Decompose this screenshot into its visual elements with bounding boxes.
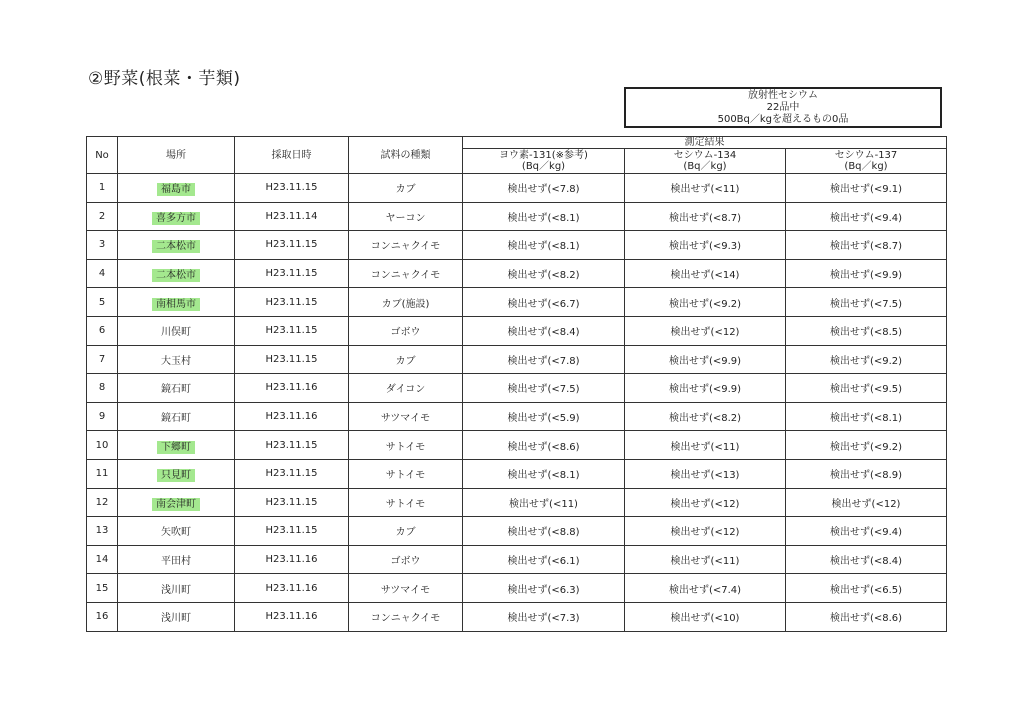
table-row xyxy=(87,345,947,374)
header-cs137 xyxy=(786,149,947,174)
place-highlight: 大玉村 xyxy=(161,355,191,367)
cell-i131: 検出せず(<11) xyxy=(463,488,625,517)
cell-cs137: 検出せず(<9.1) xyxy=(786,174,947,203)
table-row xyxy=(87,431,947,460)
cell-i131: 検出せず(<7.8) xyxy=(463,174,625,203)
results-body xyxy=(87,174,947,632)
place-highlight: 矢吹町 xyxy=(161,527,191,539)
cell-i131: 検出せず(<8.4) xyxy=(463,316,625,345)
cell-cs137: 検出せず(<9.2) xyxy=(786,431,947,460)
cell-date: H23.11.15 xyxy=(235,316,349,345)
cell-cs137: 検出せず(<9.2) xyxy=(786,345,947,374)
cell-cs137: 検出せず(<8.4) xyxy=(786,545,947,574)
cell-cs137: 検出せず(<9.4) xyxy=(786,517,947,546)
cell-cs137: 検出せず(<8.7) xyxy=(786,231,947,260)
header-cs134 xyxy=(625,149,786,174)
cell-i131: 検出せず(<6.1) xyxy=(463,545,625,574)
cell-place xyxy=(118,488,235,517)
cell-no: 16 xyxy=(87,602,118,631)
table-row xyxy=(87,402,947,431)
cell-date: H23.11.15 xyxy=(235,259,349,288)
cell-no: 10 xyxy=(87,431,118,460)
header-cs134-unit: (Bq／kg) xyxy=(683,161,727,172)
cell-i131: 検出せず(<8.8) xyxy=(463,517,625,546)
header-cs137-unit: (Bq／kg) xyxy=(844,161,888,172)
cell-no: 12 xyxy=(87,488,118,517)
cell-sample: ヤーコン xyxy=(349,202,463,231)
place-highlight: 鏡石町 xyxy=(161,413,191,425)
cell-cs134: 検出せず(<8.2) xyxy=(625,402,786,431)
cell-sample: コンニャクイモ xyxy=(349,259,463,288)
cell-no: 13 xyxy=(87,517,118,546)
header-iodine-unit: (Bq／kg) xyxy=(521,161,566,172)
cell-cs134: 検出せず(<9.9) xyxy=(625,345,786,374)
cell-place xyxy=(118,345,235,374)
cell-place xyxy=(118,517,235,546)
table-row xyxy=(87,374,947,403)
cell-cs134: 検出せず(<10) xyxy=(625,602,786,631)
cell-cs137: 検出せず(<9.4) xyxy=(786,202,947,231)
cell-place xyxy=(118,602,235,631)
cell-sample: コンニャクイモ xyxy=(349,602,463,631)
header-iodine-label: ヨウ素-131(※参考) xyxy=(499,150,588,161)
cell-sample: サトイモ xyxy=(349,459,463,488)
cell-place xyxy=(118,374,235,403)
table-row xyxy=(87,545,947,574)
cell-date: H23.11.15 xyxy=(235,231,349,260)
cell-date: H23.11.16 xyxy=(235,545,349,574)
cell-i131: 検出せず(<8.2) xyxy=(463,259,625,288)
place-highlight: 二本松市 xyxy=(152,269,200,282)
cell-place xyxy=(118,574,235,603)
cell-place xyxy=(118,545,235,574)
cell-date: H23.11.16 xyxy=(235,602,349,631)
cell-date: H23.11.16 xyxy=(235,574,349,603)
cell-cs137: 検出せず(<6.5) xyxy=(786,574,947,603)
cell-i131: 検出せず(<7.5) xyxy=(463,374,625,403)
cell-i131: 検出せず(<5.9) xyxy=(463,402,625,431)
cell-sample: サトイモ xyxy=(349,488,463,517)
cell-place xyxy=(118,316,235,345)
cell-no: 9 xyxy=(87,402,118,431)
cell-i131: 検出せず(<7.8) xyxy=(463,345,625,374)
cell-cs137: 検出せず(<8.1) xyxy=(786,402,947,431)
place-highlight: 只見町 xyxy=(157,469,195,482)
cell-cs134: 検出せず(<9.2) xyxy=(625,288,786,317)
cell-date: H23.11.16 xyxy=(235,374,349,403)
cell-cs137: 検出せず(<8.9) xyxy=(786,459,947,488)
table-row xyxy=(87,602,947,631)
cell-sample: サツマイモ xyxy=(349,574,463,603)
cell-cs137: 検出せず(<9.9) xyxy=(786,259,947,288)
place-highlight: 川俣町 xyxy=(161,327,191,339)
place-highlight: 下郷町 xyxy=(157,441,195,454)
cell-sample: カブ xyxy=(349,174,463,203)
cell-cs134: 検出せず(<11) xyxy=(625,431,786,460)
place-highlight: 南会津町 xyxy=(152,498,200,511)
cell-no: 8 xyxy=(87,374,118,403)
cell-cs134: 検出せず(<12) xyxy=(625,488,786,517)
table-row xyxy=(87,259,947,288)
table-row xyxy=(87,288,947,317)
summary-line-3: 500Bq／kgを超えるもの0品 xyxy=(717,114,849,125)
cell-date: H23.11.15 xyxy=(235,345,349,374)
cell-cs134: 検出せず(<14) xyxy=(625,259,786,288)
cell-cs134: 検出せず(<11) xyxy=(625,174,786,203)
table-row xyxy=(87,517,947,546)
cell-cs134: 検出せず(<9.3) xyxy=(625,231,786,260)
page-title: ②野菜(根菜・芋類) xyxy=(88,69,241,89)
cell-no: 6 xyxy=(87,316,118,345)
cell-no: 2 xyxy=(87,202,118,231)
cell-i131: 検出せず(<8.1) xyxy=(463,202,625,231)
cell-no: 5 xyxy=(87,288,118,317)
cell-cs134: 検出せず(<13) xyxy=(625,459,786,488)
place-highlight: 平田村 xyxy=(161,556,191,568)
place-highlight: 喜多方市 xyxy=(152,212,200,225)
cell-sample: カブ xyxy=(349,345,463,374)
cell-place xyxy=(118,259,235,288)
cell-date: H23.11.15 xyxy=(235,288,349,317)
cell-no: 14 xyxy=(87,545,118,574)
header-place: 場所 xyxy=(118,137,235,174)
table-row xyxy=(87,174,947,203)
cell-cs137: 検出せず(<8.6) xyxy=(786,602,947,631)
cell-cs137: 検出せず(<7.5) xyxy=(786,288,947,317)
results-table xyxy=(86,136,947,632)
place-highlight: 二本松市 xyxy=(152,240,200,253)
cell-sample: サトイモ xyxy=(349,431,463,460)
cell-cs137: 検出せず(<9.5) xyxy=(786,374,947,403)
place-highlight: 鏡石町 xyxy=(161,384,191,396)
cell-sample: ゴボウ xyxy=(349,545,463,574)
summary-line-2: 22品中 xyxy=(766,102,800,113)
header-cs134-label: セシウム-134 xyxy=(673,150,737,161)
cell-sample: ダイコン xyxy=(349,374,463,403)
place-highlight: 福島市 xyxy=(157,183,195,196)
cell-cs134: 検出せず(<7.4) xyxy=(625,574,786,603)
header-result-group: 測定結果 xyxy=(463,137,947,149)
cell-date: H23.11.15 xyxy=(235,488,349,517)
place-highlight: 南相馬市 xyxy=(152,298,200,311)
cell-cs137: 検出せず(<8.5) xyxy=(786,316,947,345)
header-iodine xyxy=(463,149,625,174)
cell-date: H23.11.15 xyxy=(235,174,349,203)
place-highlight: 浅川町 xyxy=(161,613,191,625)
cell-cs134: 検出せず(<9.9) xyxy=(625,374,786,403)
cell-no: 15 xyxy=(87,574,118,603)
cell-no: 4 xyxy=(87,259,118,288)
table-row xyxy=(87,459,947,488)
cell-cs134: 検出せず(<12) xyxy=(625,316,786,345)
cell-cs134: 検出せず(<12) xyxy=(625,517,786,546)
cell-i131: 検出せず(<6.7) xyxy=(463,288,625,317)
cell-no: 11 xyxy=(87,459,118,488)
header-cs137-label: セシウム-137 xyxy=(834,150,898,161)
cell-cs134: 検出せず(<8.7) xyxy=(625,202,786,231)
cell-sample: サツマイモ xyxy=(349,402,463,431)
cell-i131: 検出せず(<8.1) xyxy=(463,231,625,260)
cell-date: H23.11.14 xyxy=(235,202,349,231)
cell-date: H23.11.15 xyxy=(235,431,349,460)
header-date: 採取日時 xyxy=(235,137,349,174)
cell-place xyxy=(118,402,235,431)
header-no: No xyxy=(87,137,118,174)
cell-sample: コンニャクイモ xyxy=(349,231,463,260)
cell-i131: 検出せず(<7.3) xyxy=(463,602,625,631)
table-row xyxy=(87,231,947,260)
cell-place xyxy=(118,174,235,203)
summary-box xyxy=(624,87,942,128)
cell-cs134: 検出せず(<11) xyxy=(625,545,786,574)
cell-no: 3 xyxy=(87,231,118,260)
cell-no: 7 xyxy=(87,345,118,374)
cell-place xyxy=(118,459,235,488)
cell-i131: 検出せず(<6.3) xyxy=(463,574,625,603)
cell-cs137: 検出せず(<12) xyxy=(786,488,947,517)
cell-sample: カブ(施設) xyxy=(349,288,463,317)
cell-date: H23.11.15 xyxy=(235,459,349,488)
cell-sample: ゴボウ xyxy=(349,316,463,345)
table-row xyxy=(87,202,947,231)
cell-i131: 検出せず(<8.1) xyxy=(463,459,625,488)
cell-i131: 検出せず(<8.6) xyxy=(463,431,625,460)
cell-sample: カブ xyxy=(349,517,463,546)
cell-no: 1 xyxy=(87,174,118,203)
summary-line-1: 放射性セシウム xyxy=(748,90,818,101)
table-row xyxy=(87,316,947,345)
cell-place xyxy=(118,288,235,317)
place-highlight: 浅川町 xyxy=(161,584,191,596)
cell-date: H23.11.15 xyxy=(235,517,349,546)
header-sample: 試料の種類 xyxy=(349,137,463,174)
table-row xyxy=(87,574,947,603)
cell-place xyxy=(118,202,235,231)
cell-place xyxy=(118,431,235,460)
table-row xyxy=(87,488,947,517)
cell-date: H23.11.16 xyxy=(235,402,349,431)
cell-place xyxy=(118,231,235,260)
